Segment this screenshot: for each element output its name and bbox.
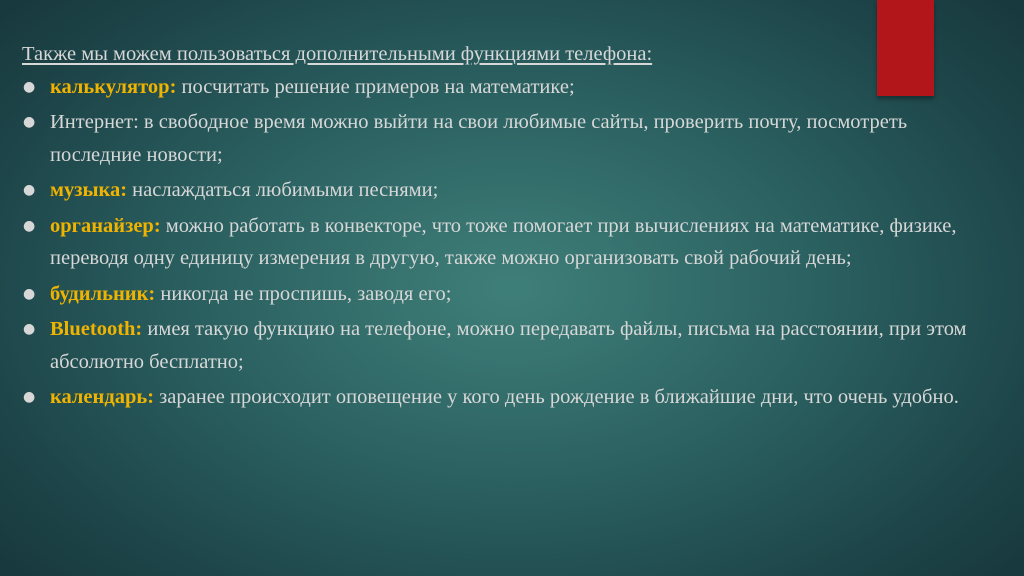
item-term: календарь: <box>50 386 155 408</box>
item-description: Интернет: в свободное время можно выйти на свои любимые сайты, проверить почту, посмотреть последние новости; <box>50 111 908 166</box>
item-description: можно работать в конвекторе, что тоже помогает при вычислениях на математике, физике, переводя одну единицу измерения в другую, также можно организовать свой рабочий день; <box>50 214 957 269</box>
list-item-calendar <box>22 381 997 414</box>
intro-text: Также мы можем пользоваться дополнительными функциями телефона: <box>22 43 653 65</box>
item-description: имея такую функцию на телефоне, можно передавать файлы, письма на расстоянии, при этом абсолютно бесплатно; <box>50 318 967 373</box>
bullet-icon: ● <box>23 389 36 405</box>
item-term: органайзер: <box>50 214 161 237</box>
item-term: музыка: <box>50 179 128 201</box>
item-description: никогда не проспишь, заводя его; <box>155 282 452 305</box>
bullet-icon: ● <box>23 217 36 234</box>
bullet-icon: ● <box>23 114 36 130</box>
slide-content <box>22 38 997 417</box>
bullet-icon: ● <box>23 321 36 337</box>
item-description: посчитать решение примеров на математике; <box>176 75 575 98</box>
item-description: заранее происходит оповещение у кого день рождение в ближайшие дни, что очень удобно. <box>154 386 959 408</box>
bullet-icon: ● <box>23 285 36 302</box>
list-item-internet <box>22 106 997 171</box>
list-item-alarm <box>22 278 997 311</box>
item-term: калькулятор: <box>50 75 177 98</box>
list-item-organizer <box>22 210 997 275</box>
item-term: Bluetooth: <box>50 318 143 340</box>
bullet-icon: ● <box>23 78 36 95</box>
feature-list <box>22 71 997 414</box>
item-description: наслаждаться любимыми песнями; <box>127 179 439 201</box>
list-item-music <box>22 174 997 207</box>
item-term: будильник: <box>50 282 156 305</box>
list-item-bluetooth <box>22 313 997 378</box>
bullet-icon: ● <box>23 182 36 198</box>
list-item-calculator <box>22 71 997 104</box>
